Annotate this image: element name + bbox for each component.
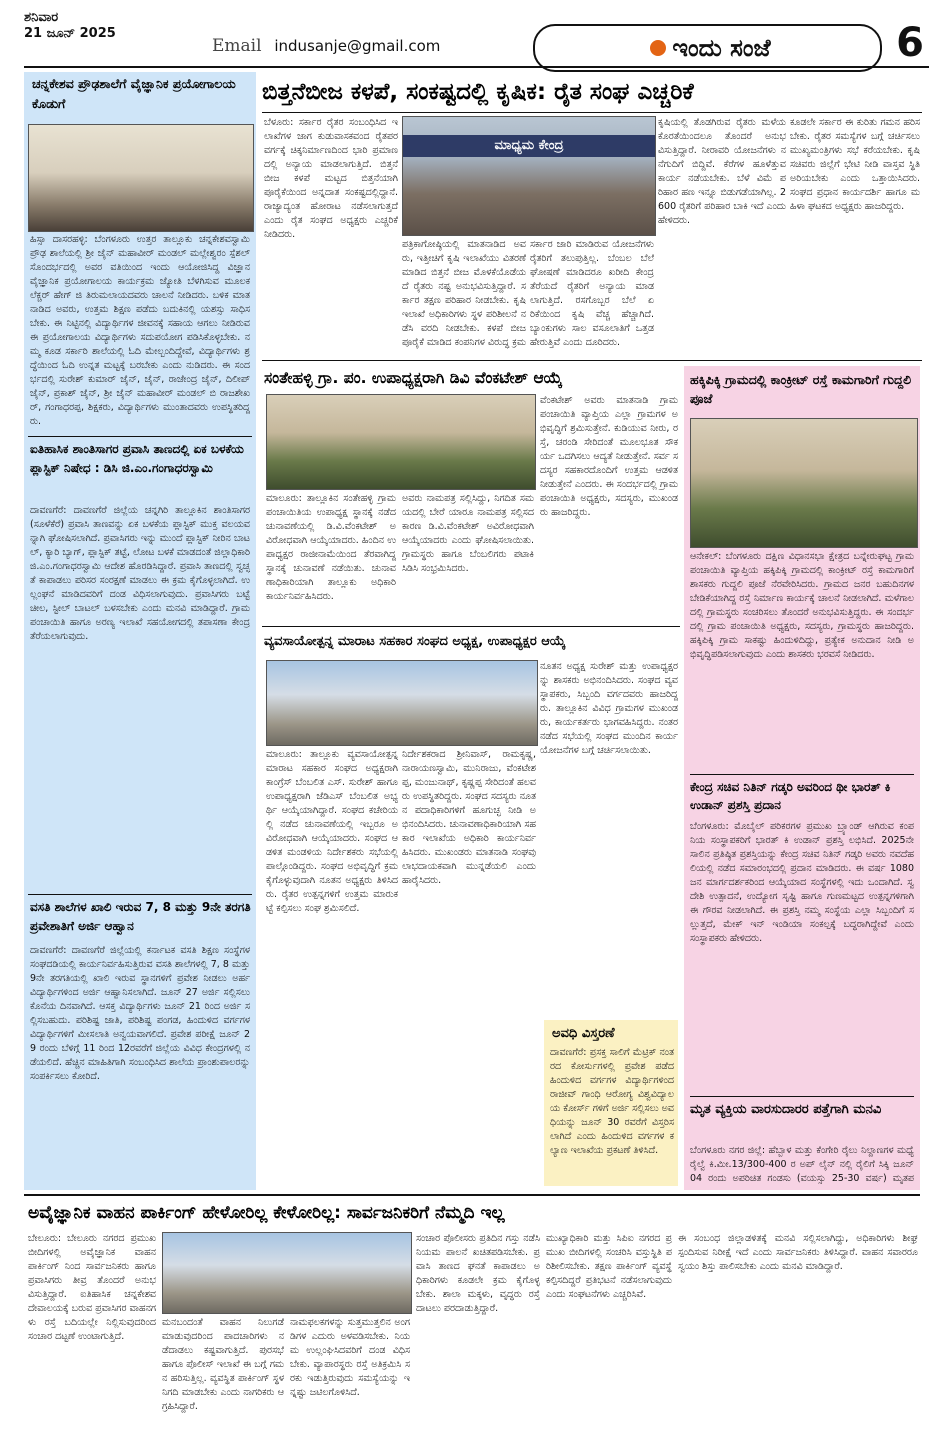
parking-col-3: ನಾಮಫಲಕಗಳನ್ನು ಸುತ್ತಮುತ್ತಲಿನ ಅಂಗಡಿಗಳ ಎದುರು ಅಳವಡಿಸಬೇಕು. ನಿಯಮ ಉಲ್ಲಂಘಿಸಿದವರಿಗೆ ದಂಡ ವಿಧಿಸಬೇಕು. ವ್ಯಾಪಾರಸ್ಥರು ರಸ್ತೆ ಅತಿಕ್ರಮಿಸಿ ಸರಕು ಇಡುತ್ತಿರುವುದು ಸಮಸ್ಯೆಯನ್ನು ಇನ್ನಷ್ಟು ಜಟಿಲಗೊಳಿಸಿದೆ. (290, 1317, 410, 1398)
cooperative-col-2: ನಿರ್ದೇಶಕರಾದ ಶ್ರೀನಿವಾಸ್, ರಾಮಕೃಷ್ಣ, ನಾರಾಯಣಸ್ವಾಮಿ, ಮುನಿರಾಜು, ವೆಂಕಟೇಶಪ್ಪ, ಮಂಜುನಾಥ್, ಕೃಷ್ಣಪ್ಪ ಸೇರಿದಂತೆ ಹಲವರು ಉಪಸ್ಥಿತರಿದ್ದರು. ಸಂಘದ ಸದಸ್ಯರು ನೂತನ ಪದಾಧಿಕಾರಿಗಳಿಗೆ ಹೂಗುಚ್ಛ ನೀಡಿ ಅಭಿನಂದಿಸಿದರು. ಚುನಾವಣಾಧಿಕಾರಿಯಾಗಿ ಸಹಕಾರ ಇಲಾಖೆಯ ಅಧಿಕಾರಿ ಕಾರ್ಯನಿರ್ವಹಿಸಿದರು. ಮುಖಂಡರು ಮಾತನಾಡಿ ಸಂಘವು ಲಾಭದಾಯಕವಾಗಿ ಮುನ್ನಡೆಯಲಿ ಎಂದು ಹಾರೈಸಿದರು. (402, 749, 536, 886)
email-address[interactable]: indusanje@gmail.com (274, 37, 441, 55)
santhehalli-col-2: ಅವರು ನಾಮಪತ್ರ ಸಲ್ಲಿಸಿದ್ದು, ನಿಗದಿತ ಸಮಯದಲ್ಲಿ ಬೇರೆ ಯಾರೂ ನಾಮಪತ್ರ ಸಲ್ಲಿಸದ ಕಾರಣ ಡಿ.ವಿ.ವೆಂಕಟೇಶ್ ಅವಿರೋಧವಾಗಿ ಆಯ್ಕೆಯಾದರು ಎಂದು ಘೋಷಿಸಲಾಯಿತು. ಗ್ರಾಮಸ್ಥರು ಹಾಗೂ ಬೆಂಬಲಿಗರು ಪಟಾಕಿ ಸಿಡಿಸಿ ಸಂಭ್ರಮಿಸಿದರು. (402, 493, 534, 574)
divider (262, 360, 922, 361)
paper-logo (533, 24, 882, 72)
divider (262, 626, 680, 627)
lead-col-5: ಕೃಷಿಯಲ್ಲಿ ತೊಡಗಿರುವ ರೈತರು ಮಳೆಯ ಕೊರತೆಯಿಂದಲೂ ತೊಂದರೆ ಅನುಭವಿಸುತ್ತಿದ್ದಾರೆ. ನೀರಾವರಿ ಯೋಜನೆಗಳು ನನೆಗುದಿಗೆ ಬಿದ್ದಿವೆ. ಕೆರೆಗಳ ಹೂಳೆತ್ತುವ ಕಾರ್ಯ ನಡೆಯಬೇಕು. ಬೆಳೆ ವಿಮೆ ಪರಿಹಾರ ಹಣ ಇನ್ನೂ ಬಿಡುಗಡೆಯಾಗಿಲ್ಲ. 2600 ರೈತರಿಗೆ ಪರಿಹಾರ ಬಾಕಿ ಇದೆ ಎಂದು ಹೇಳಿದರು. (658, 117, 786, 226)
email-label: Email (212, 36, 262, 56)
lab-photo (28, 124, 254, 232)
divider (262, 112, 922, 113)
hakkipikki-photo (690, 418, 918, 548)
award-headline: ಕೇಂದ್ರ ಸಚಿವ ನಿತಿನ್ ಗಡ್ಕರಿ ಅವರಿಂದ ಥೀ ಭಾರತ್ ಕಿ ಉಡಾನ್ ಪ್ರಶಸ್ತಿ ಪ್ರದಾನ (690, 780, 891, 812)
article-hostel-headline: ವಸತಿ ಶಾಲೆಗಳ ಖಾಲಿ ಇರುವ 7, 8 ಮತ್ತು 9ನೇ ತರಗತಿ ಪ್ರವೇಶಾತಿಗೆ ಅರ್ಜಿ ಆಹ್ವಾನ (30, 900, 251, 933)
masthead-date-text: 21 ಜೂನ್ 2025 (24, 26, 116, 41)
lead-col-6: ಕೂಡಲೇ ಸರ್ಕಾರ ಈ ಕುರಿತು ಗಮನ ಹರಿಸಬೇಕು. ರೈತರ ಸಮಸ್ಯೆಗಳ ಬಗ್ಗೆ ಚರ್ಚಿಸಲು ಮುಖ್ಯಮಂತ್ರಿಗಳು ಸಭೆ ಕರೆಯಬೇಕು. ಕೃಷಿ ಸಚಿವರು ಜಿಲ್ಲೆಗೆ ಭೇಟಿ ನೀಡಿ ವಾಸ್ತವ ಸ್ಥಿತಿ ಅರಿಯಬೇಕು ಎಂದು ಒತ್ತಾಯಿಸಿದರು. ಸಂಘದ ಪ್ರಧಾನ ಕಾರ್ಯದರ್ಶಿ ಹಾಗೂ ಮಹಿಳಾ ಘಟಕದ ಅಧ್ಯಕ್ಷರು ಹಾಜರಿದ್ದರು. (790, 117, 920, 212)
parking-col-2: ಮನಬಂದಂತೆ ವಾಹನ ನಿಲುಗಡೆ ಮಾಡುವುದರಿಂದ ಪಾದಚಾರಿಗಳು ನಡೆದಾಡಲು ಕಷ್ಟವಾಗುತ್ತಿದೆ. ಪುರಸಭೆ ಹಾಗೂ ಪೊಲೀಸ್ ಇಲಾಖೆ ಈ ಬಗ್ಗೆ ಗಮನ ಹರಿಸುತ್ತಿಲ್ಲ. ವ್ಯವಸ್ಥಿತ ಪಾರ್ಕಿಂಗ್ ಸ್ಥಳ ನಿಗದಿ ಮಾಡಬೇಕು ಎಂದು ನಾಗರಿಕರು ಆಗ್ರಹಿಸಿದ್ದಾರೆ. (162, 1317, 284, 1412)
hakkipikki-headline: ಹಕ್ಕಿಪಿಕ್ಕಿ ಗ್ರಾಮದಲ್ಲಿ ಕಾಂಕ್ರೀಟ್ ರಸ್ತೆ ಕಾಮಗಾರಿಗೆ ಗುದ್ದಲಿ ಪೂಜೆ (690, 372, 912, 406)
award-body: ಬೆಂಗಳೂರು: ಮೊಬೈಲ್ ಪರಿಕರಗಳ ಪ್ರಮುಖ ಬ್ರ್ಯಾಂಡ್ ಆಗಿರುವ ಕಂಪನಿಯ ಸಂಸ್ಥಾಪಕರಿಗೆ ಭಾರತ್ ಕಿ ಉಡಾನ್ ಪ್ರಶಸ್ತಿ ಲಭಿಸಿದೆ. 2025ನೇ ಸಾಲಿನ ಪ್ರತಿಷ್ಠಿತ ಪ್ರಶಸ್ತಿಯನ್ನು ಕೇಂದ್ರ ಸಚಿವ ನಿತಿನ್ ಗಡ್ಕರಿ ಅವರು ನವದೆಹಲಿಯಲ್ಲಿ ನಡೆದ ಸಮಾರಂಭದಲ್ಲಿ ಪ್ರದಾನ ಮಾಡಿದರು. ಈ ವರ್ಷ 1080 ಜನ ಮಾರ್ಗದರ್ಶಕರಿಂದ ಆಯ್ಕೆಯಾದ ಸಂಸ್ಥೆಗಳಲ್ಲಿ ಇದು ಒಂದಾಗಿದೆ. ಸ್ವದೇಶಿ ಉತ್ಪಾದನೆ, ಉದ್ಯೋಗ ಸೃಷ್ಟಿ ಹಾಗೂ ಗುಣಮಟ್ಟದ ಉತ್ಪನ್ನಗಳಿಗಾಗಿ ಈ ಗೌರವ ನೀಡಲಾಗಿದೆ. ಈ ಪ್ರಶಸ್ತಿ ನಮ್ಮ ಸಂಸ್ಥೆಯ ಎಲ್ಲಾ ಸಿಬ್ಬಂದಿಗೆ ಸಲ್ಲುತ್ತದೆ, ಮೇಕ್ ಇನ್ ಇಂಡಿಯಾ ಸಂಕಲ್ಪಕ್ಕೆ ಬದ್ಧರಾಗಿದ್ದೇವೆ ಎಂದು ಸಂಸ್ಥಾಪಕರು ಹೇಳಿದರು. (690, 821, 914, 944)
parking-col-6: ಈ ಸಂಬಂಧ ಜಿಲ್ಲಾಡಳಿತಕ್ಕೆ ಮನವಿ ಸಲ್ಲಿಸಲಾಗಿದ್ದು, ಅಧಿಕಾರಿಗಳು ಶೀಘ್ರ ಸ್ಪಂದಿಸುವ ನಿರೀಕ್ಷೆ ಇದೆ ಎಂದು ಸಾರ್ವಜನಿಕರು ತಿಳಿಸಿದ್ದಾರೆ. ವಾಹನ ಸವಾರರೂ ಸ್ವಯಂ ಶಿಸ್ತು ಪಾಲಿಸಬೇಕು ಎಂದು ಮನವಿ ಮಾಡಿದ್ದಾರೆ. (678, 1233, 918, 1272)
parking-photo (162, 1232, 412, 1314)
deadline-headline: ಅವಧಿ ವಿಸ್ತರಣೆ (552, 1026, 615, 1041)
hakkipikki-body: ಆನೇಕಲ್: ಬೆಂಗಳೂರು ದಕ್ಷಿಣ ವಿಧಾನಸಭಾ ಕ್ಷೇತ್ರದ ಬನ್ನೇರುಘಟ್ಟ ಗ್ರಾಮ ಪಂಚಾಯಿತಿ ವ್ಯಾಪ್ತಿಯ ಹಕ್ಕಿಪಿಕ್ಕಿ ಗ್ರಾಮದಲ್ಲಿ ಕಾಂಕ್ರೀಟ್ ರಸ್ತೆ ಕಾಮಗಾರಿಗೆ ಶಾಸಕರು ಗುದ್ದಲಿ ಪೂಜೆ ನೆರವೇರಿಸಿದರು. ಗ್ರಾಮದ ಜನರ ಬಹುದಿನಗಳ ಬೇಡಿಕೆಯಾಗಿದ್ದ ರಸ್ತೆ ನಿರ್ಮಾಣ ಕಾರ್ಯಕ್ಕೆ ಚಾಲನೆ ನೀಡಲಾಗಿದೆ. ಮಳೆಗಾಲದಲ್ಲಿ ಗ್ರಾಮಸ್ಥರು ಸಂಚರಿಸಲು ತೊಂದರೆ ಅನುಭವಿಸುತ್ತಿದ್ದರು. ಈ ಸಂದರ್ಭದಲ್ಲಿ ಗ್ರಾಮ ಪಂಚಾಯಿತಿ ಅಧ್ಯಕ್ಷರು, ಸದಸ್ಯರು, ಗ್ರಾಮಸ್ಥರು ಹಾಜರಿದ್ದರು. ಹಕ್ಕಿಪಿಕ್ಕಿ ಗ್ರಾಮ ಸಾಕಷ್ಟು ಹಿಂದುಳಿದಿದ್ದು, ಪ್ರತ್ಯೇಕ ಅನುದಾನ ನೀಡಿ ಅಭಿವೃದ್ಧಿಪಡಿಸಲಾಗುವುದು ಎಂದು ಶಾಸಕರು ಭರವಸೆ ನೀಡಿದರು. (690, 551, 914, 660)
article-lab-headline: ಚನ್ನಕೇಶವ ಪ್ರೌಢಶಾಲೆಗೆ ವೈಜ್ಞಾನಿಕ ಪ್ರಯೋಗಾಲಯ ಕೊಡುಗೆ (32, 76, 236, 111)
logo-dot-icon (650, 40, 666, 56)
article-plastic-headline: ಐತಿಹಾಸಿಕ ಶಾಂತಿಸಾಗರ ಪ್ರವಾಸಿ ತಾಣದಲ್ಲಿ ಏಕ ಬಳಕೆಯ ಪ್ಲಾಸ್ಟಿಕ್ ನಿಷೇಧ : ಡಿಸಿ ಜಿ.ಎಂ.ಗಂಗಾಧರಸ್ವಾಮಿ (30, 442, 244, 475)
paper-name: ಇಂದು ಸಂಜೆ (672, 34, 771, 62)
parking-col-1: ಬೇಲೂರು: ಬೇಲೂರು ನಗರದ ಪ್ರಮುಖ ಬೀದಿಗಳಲ್ಲಿ ಅವೈಜ್ಞಾನಿಕ ವಾಹನ ಪಾರ್ಕಿಂಗ್ ನಿಂದ ಸಾರ್ವಜನಿಕರು ಹಾಗೂ ಪ್ರವಾಸಿಗರು ತೀವ್ರ ತೊಂದರೆ ಅನುಭವಿಸುತ್ತಿದ್ದಾರೆ. ಐತಿಹಾಸಿಕ ಚನ್ನಕೇಶವ ದೇವಾಲಯಕ್ಕೆ ಬರುವ ಪ್ರವಾಸಿಗರ ವಾಹನಗಳು ರಸ್ತೆ ಬದಿಯಲ್ಲೇ ನಿಲ್ಲಿಸುವುದರಿಂದ ಸಂಚಾರ ದಟ್ಟಣೆ ಉಂಟಾಗುತ್ತಿದೆ. (28, 1233, 156, 1342)
masthead-date (24, 10, 204, 42)
cooperative-col-1: ಮಾಲೂರು: ತಾಲ್ಲೂಕು ವ್ಯವಸಾಯೋತ್ಪನ್ನ ಮಾರಾಟ ಸಹಕಾರ ಸಂಘದ ಅಧ್ಯಕ್ಷರಾಗಿ ಕಾಂಗ್ರೆಸ್ ಬೆಂಬಲಿತ ಎಸ್. ಸುರೇಶ್ ಹಾಗೂ ಉಪಾಧ್ಯಕ್ಷರಾಗಿ ಜೆಡಿಎಸ್ ಬೆಂಬಲಿತ ಅಭ್ಯರ್ಥಿ ಆಯ್ಕೆಯಾಗಿದ್ದಾರೆ. ಸಂಘದ ಕಚೇರಿಯಲ್ಲಿ ನಡೆದ ಚುನಾವಣೆಯಲ್ಲಿ ಇಬ್ಬರೂ ಅವಿರೋಧವಾಗಿ ಆಯ್ಕೆಯಾದರು. ಸಂಘದ ಆಡಳಿತ ಮಂಡಳಿಯ ನಿರ್ದೇಶಕರು ಸಭೆಯಲ್ಲಿ ಪಾಲ್ಗೊಂಡಿದ್ದರು. ಸಂಘದ ಅಭಿವೃದ್ಧಿಗೆ ಕ್ರಮ ಕೈಗೊಳ್ಳುವುದಾಗಿ ನೂತನ ಅಧ್ಯಕ್ಷರು ತಿಳಿಸಿದರು. ರೈತರ ಉತ್ಪನ್ನಗಳಿಗೆ ಉತ್ತಮ ಮಾರುಕಟ್ಟೆ ಕಲ್ಪಿಸಲು ಸಂಘ ಶ್ರಮಿಸಲಿದೆ. (266, 749, 398, 914)
lead-photo-banner: ಮಾಧ್ಯಮ ಕೇಂದ್ರ (403, 135, 655, 157)
lead-col-2: ಪತ್ರಿಕಾಗೋಷ್ಠಿಯಲ್ಲಿ ಮಾತನಾಡಿದ ಅವರು, ಇತ್ತೀಚಿಗೆ ಕೃಷಿ ಇಲಾಖೆಯು ವಿತರಣೆ ಮಾಡಿದ ಬಿತ್ತನೆ ಬೀಜ ಮೊಳಕೆಯೊಡೆಯದೆ ರೈತರು ನಷ್ಟ ಅನುಭವಿಸುತ್ತಿದ್ದಾರೆ. ಸರ್ಕಾರ ತಕ್ಷಣ ಪರಿಹಾರ ನೀಡಬೇಕು. ಕೃಷಿ ಇಲಾಖೆ ಅಧಿಕಾರಿಗಳು ಸ್ಥಳ ಪರಿಶೀಲನೆ ನಡೆಸಿ ವರದಿ ನೀಡಬೇಕು. ಕಳಪೆ ಬೀಜ ಪೂರೈಕೆ ಮಾಡಿದ ಕಂಪನಿಗಳ ವಿರುದ್ಧ ಕ್ರಮ (402, 239, 526, 348)
deceased-headline: ಮೃತ ವ್ಯಕ್ತಿಯ ವಾರಸುದಾರರ ಪತ್ತೆಗಾಗಿ ಮನವಿ (690, 1102, 882, 1117)
parking-col-5: ಮುಖ್ಯಾಧಿಕಾರಿ ಮತ್ತು ಸಿಪಿಐ ನಗರದ ಪ್ರಮುಖ ಬೀದಿಗಳಲ್ಲಿ ಸಂಚರಿಸಿ ವಸ್ತುಸ್ಥಿತಿ ಪರಿಶೀಲಿಸಬೇಕು. ತಕ್ಷಣ ಪಾರ್ಕಿಂಗ್ ವ್ಯವಸ್ಥೆ ಕಲ್ಪಿಸದಿದ್ದರೆ ಪ್ರತಿಭಟನೆ ನಡೆಸಲಾಗುವುದು ಎಂದು ಸಂಘಟನೆಗಳು ಎಚ್ಚರಿಸಿವೆ. (546, 1233, 672, 1300)
divider (690, 1096, 914, 1097)
masthead-day: ಶನಿವಾರ (24, 10, 59, 25)
masthead-email (212, 36, 512, 56)
article-hostel-body: ದಾವಣಗೆರೆ: ದಾವಣಗೆರೆ ಜಿಲ್ಲೆಯಲ್ಲಿ ಕರ್ನಾಟಕ ವಸತಿ ಶಿಕ್ಷಣ ಸಂಸ್ಥೆಗಳ ಸಂಘದಡಿಯಲ್ಲಿ ಕಾರ್ಯನಿರ್ವಹಿಸುತ್ತಿರುವ ವಸತಿ ಶಾಲೆಗಳಲ್ಲಿ 7, 8 ಮತ್ತು 9ನೇ ತರಗತಿಯಲ್ಲಿ ಖಾಲಿ ಇರುವ ಸ್ಥಾನಗಳಿಗೆ ಪ್ರವೇಶ ನೀಡಲು ಅರ್ಹ ವಿದ್ಯಾರ್ಥಿಗಳಿಂದ ಅರ್ಜಿ ಆಹ್ವಾನಿಸಲಾಗಿದೆ. ಜೂನ್ 27 ಅರ್ಜಿ ಸಲ್ಲಿಸಲು ಕೊನೆಯ ದಿನವಾಗಿದೆ. ಆಸಕ್ತ ವಿದ್ಯಾರ್ಥಿಗಳು ಜೂನ್ 21 ರಿಂದ ಅರ್ಜಿ ಸಲ್ಲಿಸಬಹುದು. ಪರಿಶಿಷ್ಟ ಜಾತಿ, ಪರಿಶಿಷ್ಟ ಪಂಗಡ, ಹಿಂದುಳಿದ ವರ್ಗಗಳ ವಿದ್ಯಾರ್ಥಿಗಳಿಗೆ ಮೀಸಲಾತಿ ಅನ್ವಯವಾಗಲಿದೆ. ಪ್ರವೇಶ ಪರೀಕ್ಷೆ ಜೂನ್ 29 ರಂದು ಬೆಳಿಗ್ಗೆ 11 ರಿಂದ 12ರವರೆಗೆ ಜಿಲ್ಲೆಯ ವಿವಿಧ ಕೇಂದ್ರಗಳಲ್ಲಿ ನಡೆಯಲಿದೆ. ಹೆಚ್ಚಿನ ಮಾಹಿತಿಗಾಗಿ ಸಂಬಂಧಿಸಿದ ಶಾಲೆಯ ಪ್ರಾಂಶುಪಾಲರನ್ನು ಸಂಪರ್ಕಿಸಲು ಕೋರಿದೆ. (30, 945, 250, 1082)
santhehalli-col-3: ವೆಂಕಟೇಶ್ ಅವರು ಮಾತನಾಡಿ ಗ್ರಾಮ ಪಂಚಾಯಿತಿ ವ್ಯಾಪ್ತಿಯ ಎಲ್ಲಾ ಗ್ರಾಮಗಳ ಅಭಿವೃದ್ಧಿಗೆ ಶ್ರಮಿಸುತ್ತೇನೆ. ಕುಡಿಯುವ ನೀರು, ರಸ್ತೆ, ಚರಂಡಿ ಸೇರಿದಂತೆ ಮೂಲಭೂತ ಸೌಕರ್ಯ ಒದಗಿಸಲು ಆದ್ಯತೆ ನೀಡುತ್ತೇನೆ. ಸರ್ವ ಸದಸ್ಯರ ಸಹಕಾರದೊಂದಿಗೆ ಉತ್ತಮ ಆಡಳಿತ ನೀಡುತ್ತೇನೆ ಎಂದರು. ಈ ಸಂದರ್ಭದಲ್ಲಿ ಗ್ರಾಮ ಪಂಚಾಯಿತಿ ಅಧ್ಯಕ್ಷರು, ಸದಸ್ಯರು, ಮುಖಂಡರು ಹಾಜರಿದ್ದರು. (540, 395, 678, 518)
divider (28, 436, 252, 437)
cooperative-photo (266, 660, 538, 746)
divider (24, 1194, 920, 1196)
page-number: 6 (896, 20, 924, 66)
cooperative-headline: ವ್ಯವಸಾಯೋತ್ಪನ್ನ ಮಾರಾಟ ಸಹಕಾರ ಸಂಘದ ಅಧ್ಯಕ್ಷ, ಉಪಾಧ್ಯಕ್ಷರ ಆಯ್ಕೆ (264, 634, 566, 649)
divider (28, 894, 252, 895)
santhehalli-col-1: ಮಾಲೂರು: ತಾಲ್ಲೂಕಿನ ಸಂತೇಹಳ್ಳಿ ಗ್ರಾಮ ಪಂಚಾಯಿತಿಯ ಉಪಾಧ್ಯಕ್ಷ ಸ್ಥಾನಕ್ಕೆ ನಡೆದ ಚುನಾವಣೆಯಲ್ಲಿ ಡಿ.ವಿ.ವೆಂಕಟೇಶ್ ಅವಿರೋಧವಾಗಿ ಆಯ್ಕೆಯಾದರು. ಹಿಂದಿನ ಉಪಾಧ್ಯಕ್ಷರ ರಾಜೀನಾಮೆಯಿಂದ ತೆರವಾಗಿದ್ದ ಸ್ಥಾನಕ್ಕೆ ಚುನಾವಣೆ ನಡೆಯಿತು. ಚುನಾವಣಾಧಿಕಾರಿಯಾಗಿ ತಾಲ್ಲೂಕು ಅಧಿಕಾರಿ ಕಾರ್ಯನಿರ್ವಹಿಸಿದರು. (266, 493, 396, 602)
parking-col-4: ಸಂಚಾರ ಪೊಲೀಸರು ಪ್ರತಿದಿನ ಗಸ್ತು ನಡೆಸಿ ನಿಯಮ ಪಾಲನೆ ಖಚಿತಪಡಿಸಬೇಕು. ಪ್ರವಾಸಿ ತಾಣದ ಘನತೆ ಕಾಪಾಡಲು ಅಧಿಕಾರಿಗಳು ಕೂಡಲೇ ಕ್ರಮ ಕೈಗೊಳ್ಳಬೇಕು. ಶಾಲಾ ಮಕ್ಕಳು, ವೃದ್ಧರು ರಸ್ತೆ ದಾಟಲು ಪರದಾಡುತ್ತಿದ್ದಾರೆ. (416, 1233, 540, 1314)
lead-photo (402, 116, 656, 236)
divider (690, 774, 914, 775)
article-plastic-body: ದಾವಣಗೆರೆ: ದಾವಣಗೆರೆ ಜಿಲ್ಲೆಯ ಚನ್ನಗಿರಿ ತಾಲ್ಲೂಕಿನ ಶಾಂತಿಸಾಗರ (ಸೂಳೆಕೆರೆ) ಪ್ರವಾಸಿ ತಾಣವನ್ನು ಏಕ ಬಳಕೆಯ ಪ್ಲಾಸ್ಟಿಕ್ ಮುಕ್ತ ವಲಯವನ್ನಾಗಿ ಘೋಷಿಸಲಾಗಿದೆ. ಪ್ರವಾಸಿಗರು ಇನ್ನು ಮುಂದೆ ಪ್ಲಾಸ್ಟಿಕ್ ನೀರಿನ ಬಾಟಲ್, ಕ್ಯಾರಿ ಬ್ಯಾಗ್, ಪ್ಲಾಸ್ಟಿಕ್ ತಟ್ಟೆ, ಲೋಟ ಬಳಕೆ ಮಾಡದಂತೆ ಜಿಲ್ಲಾಧಿಕಾರಿ ಜಿ.ಎಂ.ಗಂಗಾಧರಸ್ವಾಮಿ ಆದೇಶ ಹೊರಡಿಸಿದ್ದಾರೆ. ಪ್ರವಾಸಿ ತಾಣದಲ್ಲಿ ಸ್ವಚ್ಛತೆ ಕಾಪಾಡಲು ಪರಿಸರ ಸಂರಕ್ಷಣೆ ಮಾಡಲು ಈ ಕ್ರಮ ಕೈಗೊಳ್ಳಲಾಗಿದೆ. ಉಲ್ಲಂಘನೆ ಮಾಡಿದವರಿಗೆ ದಂಡ ವಿಧಿಸಲಾಗುವುದು. ಪ್ರವಾಸಿಗರು ಬಟ್ಟೆ ಚೀಲ, ಸ್ಟೀಲ್ ಬಾಟಲ್ ಬಳಸಬೇಕು ಎಂದು ಮನವಿ ಮಾಡಿದ್ದಾರೆ. ಗ್ರಾಮ ಪಂಚಾಯಿತಿ ಹಾಗೂ ಅರಣ್ಯ ಇಲಾಖೆ ಸಹಯೋಗದಲ್ಲಿ ತಪಾಸಣಾ ಕೇಂದ್ರ ತೆರೆಯಲಾಗುವುದು. (30, 505, 250, 642)
article-lab-body: ಹಿಸ್ಸಾ ದಾಸರಹಳ್ಳಿ: ಬೆಂಗಳೂರು ಉತ್ತರ ತಾಲ್ಲೂಕು ಚನ್ನಕೇಶವಸ್ವಾಮಿ ಪ್ರೌಢ ಶಾಲೆಯಲ್ಲಿ ಶ್ರೀ ಜೈನ್ ಮಹಾವೀರ್ ಮಂಡಲ್ ಮಲ್ಲೇಶ್ವರಂ ಸ್ಪೆಶಲ್ ಸೊಂದರ್ಭದಲ್ಲಿ ಅವರ ವತಿಯಿಂದ ಇಂದು ಆಯೋಜಿಸಿದ್ದ ವಿಜ್ಞಾನ ವೈಜ್ಞಾನಿಕ ಪ್ರಯೋಗಾಲಯ ಕಾರ್ಯಕ್ರಮ ಜ್ಯೋತಿ ಬೆಳಗಿಸುವ ಮೂಲಕ ಲೆಕ್ಚರ್ ಹೇಗ್ ಜಿ ತಿರುಮಲಾಯದವರು ಚಾಲನೆ ನೀಡಿದರು. ಬಳಿಕ ಮಾತನಾಡಿದ ಅವರು, ಉತ್ತಮ ಶಿಕ್ಷಣ ಪಡೆದು ಬದುಕಿನಲ್ಲಿ ಯಶಸ್ಸು ಸಾಧಿಸಬೇಕು. ಈ ನಿಟ್ಟಿನಲ್ಲಿ ವಿದ್ಯಾರ್ಥಿಗಳ ಜೀವನಕ್ಕೆ ಸಹಾಯ ಆಗಲು ನೀಡಿರುವ ಈ ಪ್ರಯೋಗಾಲಯ ವಿದ್ಯಾರ್ಥಿಗಳು ಸದುಪಯೋಗ ಪಡಿಸಿಕೊಳ್ಳಬೇಕು. ನಮ್ಮ ಕೂಡ ಸರ್ಕಾರಿ ಶಾಲೆಯಲ್ಲಿ ಓದಿ ಮೇಲ್ಬಂದಿದ್ದೇವೆ, ವಿದ್ಯಾರ್ಥಿಗಳು ಶ್ರದ್ಧೆಯಿಂದ ಓದಿ ಉನ್ನತ ಮಟ್ಟಕ್ಕೆ ಬರಬೇಕು ಎಂದು ನುಡಿದರು. ಈ ಸಂದರ್ಭದಲ್ಲಿ ಸುರೇಶ್ ಕುಮಾರ್ ಜೈನ್, ಜೈನ್, ರಾಜೇಂದ್ರ ಜೈನ್, ದಿಲೀಪ್ ಜೈನ್, ಪ್ರಕಾಶ್ ಜೈನ್, ಶ್ರೀ ಜೈನ್ ಮಹಾವೀರ್ ಮಂಡಲ್ ಬಿ ರಾಜಶೇಖರ್, ಗಂಗಾಧರಪ್ಪ, ಶಿಕ್ಷಕರು, ವಿದ್ಯಾರ್ಥಿಗಳು ಮುಂತಾದವರು ಉಪಸ್ಥಿತರಿದ್ದರು. (30, 234, 250, 427)
santhehalli-headline: ಸಂತೇಹಳ್ಳಿ ಗ್ರಾ. ಪಂ. ಉಪಾಧ್ಯಕ್ಷರಾಗಿ ಡಿವಿ ವೆಂಕಟೇಶ್ ಆಯ್ಕೆ (264, 369, 563, 387)
lead-col-3: ಸರ್ಕಾರ ಜಾರಿ ಮಾಡಿರುವ ಯೋಜನೆಗಳು ರೈತರಿಗೆ ತಲುಪುತ್ತಿಲ್ಲ. ಬೆಂಬಲ ಬೆಲೆ ಘೋಷಣೆ ಮಾಡಿದರೂ ಖರೀದಿ ಕೇಂದ್ರ ತೆರೆಯದೆ ರೈತರಿಗೆ ಅನ್ಯಾಯ ಮಾಡಲಾಗುತ್ತಿದೆ. ರಸಗೊಬ್ಬರ ಬೆಲೆ ಏರಿಕೆಯಿಂದ ಕೃಷಿ ವೆಚ್ಚ ಹೆಚ್ಚಾಗಿದೆ. ಬ್ಯಾಂಕುಗಳು ಸಾಲ ವಸೂಲಾತಿಗೆ ಒತ್ತಡ ಹೇರುತ್ತಿವೆ ಎಂದು ದೂರಿದರು. (530, 239, 654, 348)
parking-headline: ಅವೈಜ್ಞಾನಿಕ ವಾಹನ ಪಾರ್ಕಿಂಗ್ ಹೇಳೋರಿಲ್ಲ ಕೇಳೋರಿಲ್ಲ: ಸಾರ್ವಜನಿಕರಿಗೆ ನೆಮ್ಮದಿ ಇಲ್ಲ (28, 1203, 505, 1223)
deceased-body: ಬೆಂಗಳೂರು ನಗರ ಜಿಲ್ಲೆ: ಹೆಬ್ಬಾಳ ಮತ್ತು ಕೆಂಗೇರಿ ರೈಲು ನಿಲ್ದಾಣಗಳ ಮಧ್ಯೆ ರೈಲ್ವೆ ಕಿ.ಮೀ.13/300-400 ರ ಅಪ್ ಲೈನ್ ನಲ್ಲಿ ರೈಲಿಗೆ ಸಿಕ್ಕಿ ಜೂನ್ 04 ರಂದು ಅಪರಿಚಿತ ಗಂಡಸು (ವಯಸ್ಸು 25-30 ವರ್ಷ) ಮೃತಪ (690, 1145, 914, 1184)
lead-col-1: ಬೆಳೂರು: ಸರ್ಕಾರ ರೈತರ ಸಂಬಂಧಿಸಿದ ಇಲಾಖೆಗಳ ಜಾಗ ಕುಡುವಾಸಕವಂದ ರೈತಪರ ವರ್ಗಕ್ಕೆ ಚಿಕ್ಕನಿರ್ಮಾಣದಿಂದ ಭಾರಿ ಪ್ರಮಾಣದಲ್ಲಿ ಅನ್ಯಾಯ ಮಾಡಲಾಗುತ್ತಿದೆ. ಬಿತ್ತನೆ ಬೀಜ ಕಳಪೆ ಮಟ್ಟದ ಬಿತ್ತನೆಯಾಗಿ ಪೂರೈಕೆಯಿಂದ ಅನ್ನದಾತ ಸಂಕಷ್ಟದಲ್ಲಿದ್ದಾನೆ. ರಾಜ್ಯಾದ್ಯಂತ ಹೋರಾಟ ನಡೆಸಲಾಗುತ್ತದೆ ಎಂದು ರೈತ ಸಂಘದ ಅಧ್ಯಕ್ಷರು ಎಚ್ಚರಿಕೆ ನೀಡಿದರು. (264, 117, 398, 240)
santhehalli-photo (266, 394, 536, 490)
cooperative-col-3: ನೂತನ ಅಧ್ಯಕ್ಷ ಸುರೇಶ್ ಮತ್ತು ಉಪಾಧ್ಯಕ್ಷರನ್ನು ಶಾಸಕರು ಅಭಿನಂದಿಸಿದರು. ಸಂಘದ ವ್ಯವಸ್ಥಾಪಕರು, ಸಿಬ್ಬಂದಿ ವರ್ಗದವರು ಹಾಜರಿದ್ದರು. ತಾಲ್ಲೂಕಿನ ವಿವಿಧ ಗ್ರಾಮಗಳ ಮುಖಂಡರು, ಕಾರ್ಯಕರ್ತರು ಭಾಗವಹಿಸಿದ್ದರು. ನಂತರ ನಡೆದ ಸಭೆಯಲ್ಲಿ ಸಂಘದ ಮುಂದಿನ ಕಾರ್ಯಯೋಜನೆಗಳ ಬಗ್ಗೆ ಚರ್ಚಿಸಲಾಯಿತು. (540, 661, 678, 756)
masthead-rule (24, 66, 929, 68)
deadline-body: ದಾವಣಗೆರೆ: ಪ್ರಸಕ್ತ ಸಾಲಿಗೆ ಮೆಟ್ರಿಕ್ ನಂತರದ ಕೋರ್ಸುಗಳಲ್ಲಿ ಪ್ರವೇಶ ಪಡೆದ ಹಿಂದುಳಿದ ವರ್ಗಗಳ ವಿದ್ಯಾರ್ಥಿಗಳಿಂದ ರಾಜೀವ್ ಗಾಂಧಿ ಆರೋಗ್ಯ ವಿಶ್ವವಿದ್ಯಾಲಯ ಕೋರ್ಸ್ ಗಳಿಗೆ ಅರ್ಜಿ ಸಲ್ಲಿಸಲು ಅವಧಿಯನ್ನು ಜೂನ್ 30 ರವರೆಗೆ ವಿಸ್ತರಿಸಲಾಗಿದೆ ಎಂದು ಹಿಂದುಳಿದ ವರ್ಗಗಳ ಕಲ್ಯಾಣ ಇಲಾಖೆಯ ಪ್ರಕಟಣೆ ತಿಳಿಸಿದೆ. (550, 1047, 674, 1156)
lead-headline: ಬಿತ್ತನೆಬೀಜ ಕಳಪೆ, ಸಂಕಷ್ಟದಲ್ಲಿ ಕೃಷಿಕ: ರೈತ ಸಂಘ ಎಚ್ಚರಿಕೆ (262, 79, 694, 105)
